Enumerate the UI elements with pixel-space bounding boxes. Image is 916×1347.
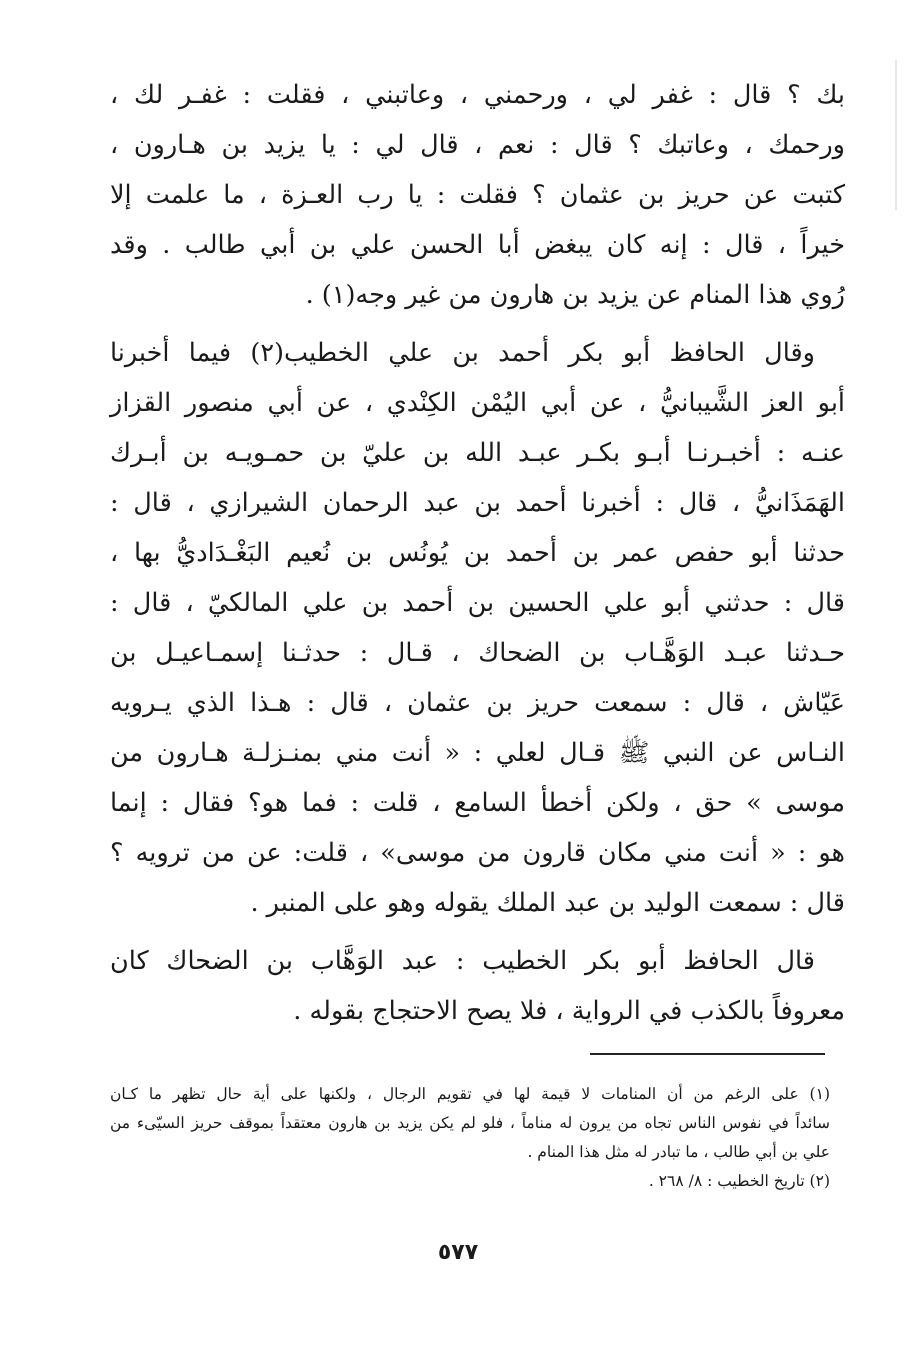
text-line: أبو العز الشَّيبانيُّ ، عن أبي اليُمْن الكِنْدي ، عن أبي منصور القزاز xyxy=(110,388,845,418)
text-line: موسى » حق ، ولكن أخطأ السامع ، قلت : فما هو؟ فقال : إنما xyxy=(110,788,845,818)
text-line: رُوي هذا المنام عن يزيد بن هارون من غير وجه(١) . xyxy=(305,280,845,310)
main-text xyxy=(110,70,845,1036)
footnote-1 xyxy=(110,1080,830,1167)
text-line: بك ؟ قال : غفر لي ، ورحمني ، وعاتبني ، فقلت : غفـر لك ، xyxy=(110,80,845,110)
text-line: ورحمك ، وعاتبك ؟ قال : نعم ، قال لي : يا يزيد بن هـارون ، xyxy=(110,130,845,160)
footnote-line: علي بن أبي طالب ، ما تبادر له مثل هذا المنام . xyxy=(527,1143,830,1161)
text-line: معروفاً بالكذب في الرواية ، فلا يصح الاحتجاج بقوله . xyxy=(293,996,845,1026)
text-line: حدثنا أبو حفص عمر بن أحمد بن يُونُس بن نُعيم البَغْـدَاديُّ بها ، xyxy=(110,538,845,568)
footnote-line: (١) على الرغم من أن المنامات لا قيمة لها في تقويم الرجال ، ولكنها على أية حال تظهر ما كـان xyxy=(110,1085,830,1103)
page-number: ٥٧٧ xyxy=(437,1240,479,1265)
text-line: هو : « أنت مني مكان قارون من موسى» ، قلت: عن من ترويه ؟ xyxy=(110,838,845,868)
footnote-line: سائداً في نفوس الناس تجاه من يرون له مناماً ، فلو لم يكن يزيد بن هارون معتقداً بموقف حريز السيّىء من xyxy=(110,1114,830,1132)
footnote-2 xyxy=(110,1167,830,1196)
text-line: قال : حدثني أبو علي الحسين بن أحمد بن علي المالكيّ ، قال : xyxy=(110,588,845,618)
text-line: قال : سمعت الوليد بن عبد الملك يقوله وهو على المنبر . xyxy=(250,888,845,918)
text-line: كتبت عن حريز بن عثمان ؟ فقلت : يا رب العـزة ، ما علمت إلا xyxy=(110,180,845,210)
text-line: قال الحافظ أبو بكر الخطيب : عبد الوَهَّاب بن الضحاك كان xyxy=(110,946,815,976)
footnote-line: (٢) تاريخ الخطيب : ٨/ ٢٦٨ . xyxy=(648,1172,830,1190)
text-line: وقال الحافظ أبو بكر أحمد بن علي الخطيب(٢) فيما أخبرنا xyxy=(110,338,815,368)
footnotes xyxy=(110,1080,830,1196)
paragraph-2 xyxy=(110,328,845,928)
text-line: حـدثنا عبـد الوَهَّـاب بن الضحاك ، قـال : حدثـنا إسمـاعيـل بن xyxy=(110,638,845,668)
footnote-separator xyxy=(590,1053,825,1055)
paragraph-3 xyxy=(110,936,845,1036)
text-line: النـاس عن النبي ﷺ قـال لعلي : « أنت مني بمنـزلـة هـارون من xyxy=(110,738,845,768)
text-line: الهَمَذَانيُّ ، قال : أخبرنا أحمد بن عبد الرحمان الشيرازي ، قال : xyxy=(110,488,845,518)
scan-smudge xyxy=(895,60,897,210)
text-line: عَيّاش ، قال : سمعت حريز بن عثمان ، قال : هـذا الذي يـرويه xyxy=(110,688,845,718)
text-line: عنـه : أخبـرنـا أبـو بكـر عبـد الله بن عليّ بن حمـويـه بن أبـرك xyxy=(110,438,845,468)
paragraph-1 xyxy=(110,70,845,320)
text-line: خيراً ، قال : إنه كان يبغض أبا الحسن علي بن أبي طالب . وقد xyxy=(110,230,845,260)
